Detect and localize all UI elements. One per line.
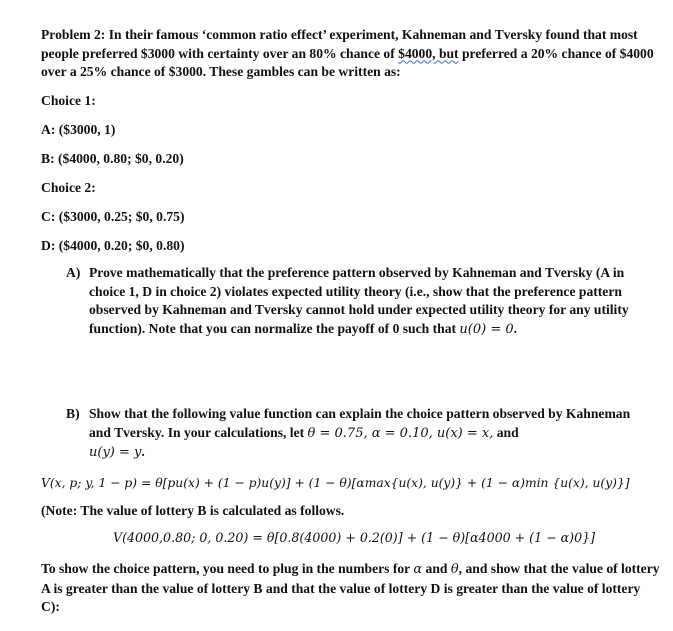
intro-text-1: Problem 2: In their famous ‘common ratio effect’ experiment, Kahneman and Tversky found that most people preferred $3000 with certainty over an 80% chance of xyxy=(41,27,638,61)
choice1-heading: Choice 1: xyxy=(41,93,96,108)
closing-and: and xyxy=(422,561,451,576)
closing-alpha: α xyxy=(413,562,423,577)
part-b-math-1: θ = 0.75, α = 0.10, u(x) = x, xyxy=(307,425,494,441)
part-b-label: B) xyxy=(66,406,80,421)
spellcheck-underlined-text[interactable]: $4000, but xyxy=(398,45,459,61)
value-function-equation: V(x, p; y, 1 − p) = θ[pu(x) + (1 − p)u(y)] + (1 − θ)[αmax{u(x), u(y)} + (1 − α)min {u(x), u(y)}] xyxy=(41,476,630,490)
option-a: A: ($3000, 1) xyxy=(41,122,116,137)
part-b-math-2: u(y) = y xyxy=(89,445,142,460)
problem-intro xyxy=(41,26,666,82)
part-b-body: Show that the following value function can explain the choice pattern observed by Kahneman and Tversky. In your calculations, let xyxy=(89,406,631,440)
part-a-label: A) xyxy=(66,265,81,280)
part-a-math: u(0) = 0 xyxy=(459,321,514,337)
option-d: D: ($4000, 0.20; $0, 0.80) xyxy=(41,238,185,253)
option-c: C: ($3000, 0.25; $0, 0.75) xyxy=(41,209,185,224)
lottery-b-equation: V(4000,0.80; 0, 0.20) = θ[0.8(4000) + 0.2(0)] + (1 − θ)[α4000 + (1 − α)0}] xyxy=(113,530,596,545)
closing-text-2: , and show that the value of lottery A is greater than the value of lottery B and that the value of lottery D is greater than the value of lottery C): xyxy=(41,561,660,614)
choice2-heading: Choice 2: xyxy=(41,180,96,195)
closing-text-1: To show the choice pattern, you need to plug in the numbers for xyxy=(41,561,414,576)
closing-theta: θ xyxy=(450,562,459,577)
part-b-and: and xyxy=(493,424,519,440)
part-b-end: . xyxy=(141,444,145,459)
closing-paragraph xyxy=(41,560,661,617)
intro-text-2: preferred a 20% chance of $4000 over a 25% chance of $3000. These gambles can be written as: xyxy=(41,45,654,79)
part-a-end: . xyxy=(513,320,518,336)
note-text: (Note: The value of lottery B is calculated as follows. xyxy=(41,503,345,518)
part-b xyxy=(66,405,666,465)
part-b-text xyxy=(89,405,634,463)
part-a-text xyxy=(89,264,661,339)
part-a xyxy=(66,264,666,344)
option-b: B: ($4000, 0.80; $0, 0.20) xyxy=(41,151,184,166)
part-a-body: Prove mathematically that the preference pattern observed by Kahneman and Tversky (A in choice 1, D in choice 2) violates expected utility theory (i.e., show that the preference pattern observed by Kahneman and Tversky cannot hold under expected utility theory for any utility function). Note that you can normalize the payoff of 0 such that xyxy=(89,265,629,336)
